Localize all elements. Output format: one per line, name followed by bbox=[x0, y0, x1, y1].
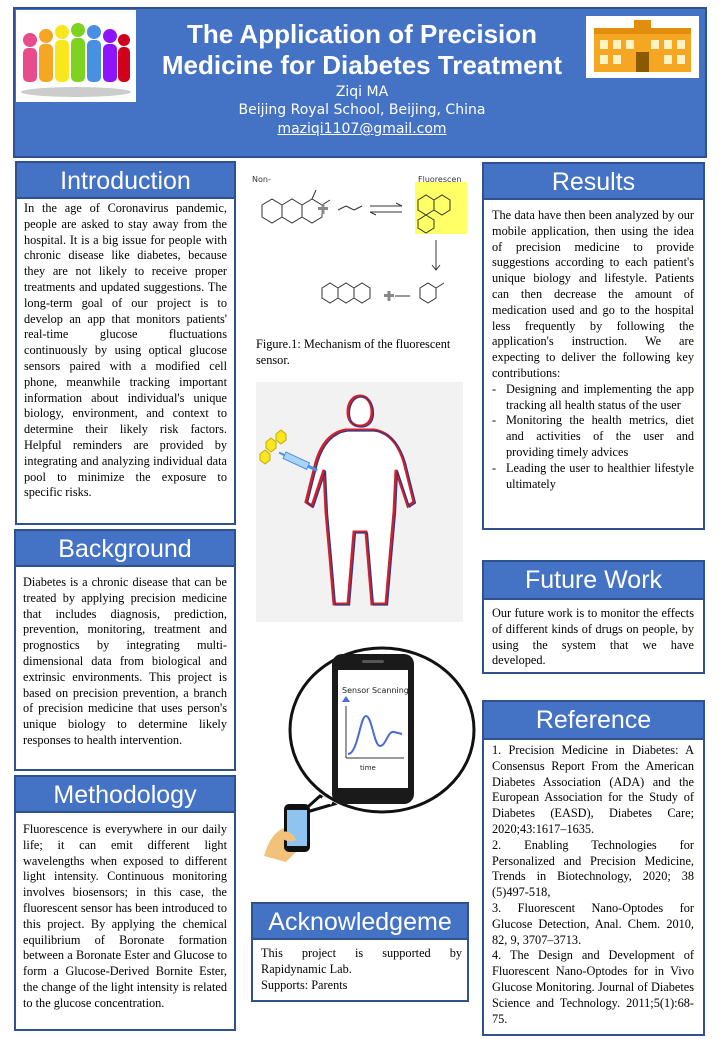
poster-title bbox=[145, 19, 579, 81]
results-item: - Monitoring the health metrics, diet and activities of the user and providing timely advices bbox=[492, 413, 694, 460]
methodology-text: Fluorescence is everywhere in our daily life; it can emit different light wavelengths when exposed to different light intensity. Continuous monitoring involves biosensors; in this case, the fluorescent sensor has been introduced to this project. By applying the chemical equilibrium of Boronate formation between a Boronate Ester and Glucose to form a Glucose-Derived Bornite Ester, the change of the light intensity is related to the glucose concentration. bbox=[23, 822, 227, 1010]
author-name: Ziqi MA bbox=[335, 84, 389, 100]
title-line-1: The Application of Precision bbox=[186, 19, 538, 49]
reference-item: 2. Enabling Technologies for Personalized and Precision Medicine, Trends in Biotechnology, 2020; 38 (5)497-518, bbox=[492, 837, 694, 900]
reference-heading: Reference bbox=[482, 700, 705, 740]
methodology-heading: Methodology bbox=[14, 775, 236, 813]
school-logo bbox=[586, 16, 699, 78]
introduction-heading: Introduction bbox=[15, 161, 236, 199]
results-heading: Results bbox=[482, 162, 705, 200]
figure-1-caption: Figure.1: Mechanism of the fluorescent sensor. bbox=[256, 337, 451, 367]
results-list bbox=[492, 382, 694, 493]
acknowledgement-text bbox=[261, 946, 462, 993]
results-text bbox=[492, 208, 694, 492]
introduction-text: In the age of Coronavirus pandemic, people are asked to stay away from the hospital. It is a big issue for people with chronic disease like diabetes, because they are not likely to receive proper treatments and updated suggestions. The long-term goal of our project is to develop an app that monitors patients' real-time glucose fluctuations continuously by using optical glucose sensors paired with a modified cell phone, meanwhile tracking important information about individual's unique biology, environment, and context to determine their likely risk factors. Helpful reminders are provided by integrating and analyzing individual data pool to minimize the exposure to specific risks. bbox=[24, 201, 227, 500]
poster-header bbox=[13, 7, 707, 158]
reference-list bbox=[492, 743, 694, 1027]
school-building-icon bbox=[586, 16, 699, 78]
people-group-icon bbox=[16, 10, 136, 102]
affiliation: Beijing Royal School, Beijing, China bbox=[238, 102, 486, 118]
label-fluorescent: Fluorescen bbox=[418, 175, 462, 184]
label-non-fluorescent: Non- bbox=[252, 175, 271, 184]
acknowledgement-heading: Acknowledgeme bbox=[251, 902, 469, 940]
glucose-molecules-icon bbox=[260, 430, 286, 464]
phone-illustration bbox=[262, 646, 476, 872]
reference-item: 4. The Design and Development of Fluorescent Nano-Optodes for in Vivo Glucose Monitoring. Journal of Diabetes Science and Technology. 2011;5(1):68-75. bbox=[492, 948, 694, 1026]
phone-large-icon bbox=[332, 654, 414, 804]
body-figure bbox=[256, 382, 463, 622]
human-body-icon bbox=[256, 382, 463, 622]
title-line-2: Medicine for Diabetes Treatment bbox=[161, 50, 563, 80]
email-link[interactable]: maziqi1107@gmail.com bbox=[277, 121, 447, 137]
acknowledgement-line-1: This project is supported by Rapidynamic Lab. bbox=[261, 946, 462, 976]
reaction-diagram-icon bbox=[250, 170, 470, 332]
acknowledgement-line-2: Supports: Parents bbox=[261, 977, 348, 992]
background-heading: Background bbox=[14, 529, 236, 567]
figure-1-mechanism bbox=[250, 170, 470, 332]
results-item: - Designing and implementing the app tracking all health status of the user bbox=[492, 382, 694, 414]
phone-screen-title: Sensor Scanning bbox=[342, 686, 409, 695]
hand-phone-icon bbox=[264, 804, 310, 862]
reference-item: 3. Fluorescent Nano-Optodes for Glucose Detection, Anal. Chem. 2010, 82, 9, 3707–3713. bbox=[492, 900, 694, 947]
future-work-text: Our future work is to monitor the effects of different kinds of drugs on people, by using the system that we have developed. bbox=[492, 606, 694, 668]
results-item: - Leading the user to healthier lifestyle ultimately bbox=[492, 461, 694, 493]
phone-screen-axis: time bbox=[360, 764, 376, 772]
results-paragraph: The data have then been analyzed by our mobile application, then using the idea of precision medicine to provide suggestions according to each patient's unique biology and lifestyle. Patients can then decrease the amount of medication used and go to the hospital less frequently by following the application's instruction. We are expecting to deliver the following key contributions: bbox=[492, 208, 694, 380]
reference-item: 1. Precision Medicine in Diabetes: A Consensus Report From the American Diabetes Association (ADA) and the European Association for the Study of Diabetes (EASD), Diabetes Care; 2020;43:1617–1635. bbox=[492, 743, 694, 836]
background-text: Diabetes is a chronic disease that can be treated by applying precision medicine that includes diagnosis, prediction, prevention, monitoring, treatment and prognostics by integrating multi-dimensional data from biological and extrinsic environments. This project is based on precision prevention, a branch of precision medicine that uses person's unique biology to determine likely responses to health intervention. bbox=[23, 575, 227, 747]
people-logo bbox=[16, 10, 136, 102]
future-work-heading: Future Work bbox=[482, 560, 705, 600]
